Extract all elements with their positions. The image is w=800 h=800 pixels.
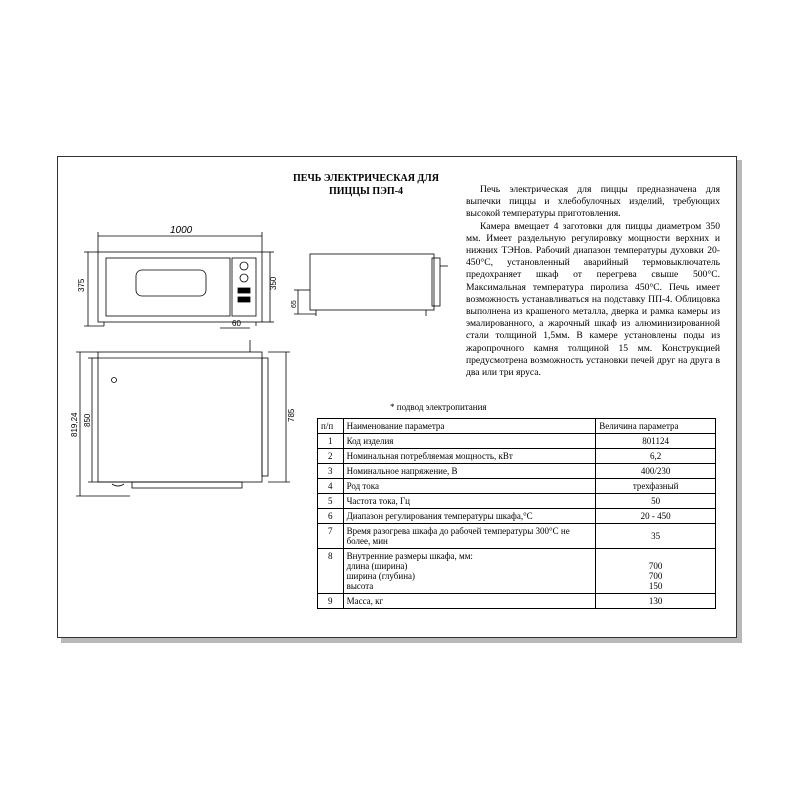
row-8-sub-3: высота <box>346 581 374 591</box>
dim-height-3: 785 <box>287 408 296 422</box>
dim-width: 1000 <box>170 225 193 236</box>
top-view <box>76 328 290 496</box>
row-8-value-2: 700 <box>648 571 663 581</box>
description <box>466 184 720 379</box>
row-value: 50 <box>596 494 716 509</box>
table-row <box>318 434 716 449</box>
row-name: Частота тока, Гц <box>343 494 596 509</box>
row-value: 20 - 450 <box>596 509 716 524</box>
power-supply-note: * подвод электропитания <box>390 402 487 412</box>
row-name: Номинальное напряжение, В <box>343 464 596 479</box>
row-name <box>343 549 596 594</box>
row-8-value-1: 700 <box>648 561 663 571</box>
dim-side-small: 65 <box>291 300 298 308</box>
description-paragraph-1: Печь электрическая для пиццы предназначена для выпечки пиццы и хлебобулочных изделий, требующих высокой температуры приготовления. <box>466 184 720 220</box>
parameters-table <box>317 418 716 609</box>
table-row <box>318 594 716 609</box>
row-value: 801124 <box>596 434 716 449</box>
row-8-sub-1: длина (ширина) <box>346 561 408 571</box>
table-row <box>318 479 716 494</box>
row-name: Диапазон регулирования температуры шкафа,°С <box>343 509 596 524</box>
table-header <box>318 419 716 434</box>
table-row <box>318 524 716 549</box>
table-row <box>318 464 716 479</box>
table-row <box>318 549 716 594</box>
row-number: 9 <box>318 594 344 609</box>
row-value: 130 <box>596 594 716 609</box>
row-8-value-3: 150 <box>648 581 663 591</box>
title-line-2: ПИЦЦЫ ПЭП-4 <box>328 186 404 197</box>
row-number: 3 <box>318 464 344 479</box>
row-name: Код изделия <box>343 434 596 449</box>
dim-front-inner: 350 <box>269 276 278 290</box>
row-8-title: Внутренние размеры шкафа, мм: <box>346 551 473 561</box>
table-row <box>318 494 716 509</box>
technical-drawing <box>70 222 300 507</box>
row-number: 1 <box>318 434 344 449</box>
indicator-icon <box>238 297 250 302</box>
row-value <box>596 549 716 594</box>
title-line-1: ПЕЧЬ ЭЛЕКТРИЧЕСКАЯ ДЛЯ <box>293 173 439 184</box>
row-number: 2 <box>318 449 344 464</box>
row-number: 5 <box>318 494 344 509</box>
row-number: 7 <box>318 524 344 549</box>
row-name: Род тока <box>343 479 596 494</box>
row-number: 4 <box>318 479 344 494</box>
row-number: 8 <box>318 549 344 594</box>
document-title <box>275 172 457 198</box>
dim-angle: 60 <box>232 319 241 328</box>
row-value: 35 <box>596 524 716 549</box>
row-value: 400/230 <box>596 464 716 479</box>
table-row <box>318 509 716 524</box>
description-paragraph-2: Камера вмещает 4 заготовки для пиццы диаметром 350 мм. Имеет раздельную регулировку мощности верхних и нижних ТЭНов. Рабочий диапазон температуры духовки 20-450°С, установленный аварийный термовыключатель предохраняет шкаф от перегрева свыше 500°С. Максимальная температура пиролиза 450°С. Печь имеет возможность устанавливаться на подставку ПП-4. Облицовка выполнена из крашеного металла, дверка и рамка камеры из эмалированного, а жарочный шкаф из алюминизированной стали толщиной 1,5мм. В камере установлены поды из жаропрочного камня толщиной 15 мм. Конструкцией предусмотрена возможность установки печей друг на друга в два или три яруса. <box>466 220 720 379</box>
display-icon <box>238 288 250 293</box>
dim-front-height: 375 <box>77 278 86 292</box>
front-view <box>84 232 274 326</box>
knob-1-icon <box>240 262 248 270</box>
row-name: Номинальная потребляемая мощность, кВт <box>343 449 596 464</box>
row-8-sub-2: ширина (глубина) <box>346 571 416 581</box>
col-header-number: п/п <box>318 419 344 434</box>
row-number: 6 <box>318 509 344 524</box>
table-row <box>318 449 716 464</box>
row-value: трехфазный <box>596 479 716 494</box>
side-view <box>290 250 460 320</box>
col-header-value: Величина параметра <box>596 419 716 434</box>
col-header-name: Наименование параметра <box>343 419 596 434</box>
dim-total-height: 819,24 <box>70 412 79 437</box>
row-name: Масса, кг <box>343 594 596 609</box>
knob-2-icon <box>240 274 248 282</box>
row-name: Время разогрева шкафа до рабочей температуры 300°С не более, мин <box>343 524 596 549</box>
row-value: 6,2 <box>596 449 716 464</box>
dim-height-2: 850 <box>83 413 92 427</box>
